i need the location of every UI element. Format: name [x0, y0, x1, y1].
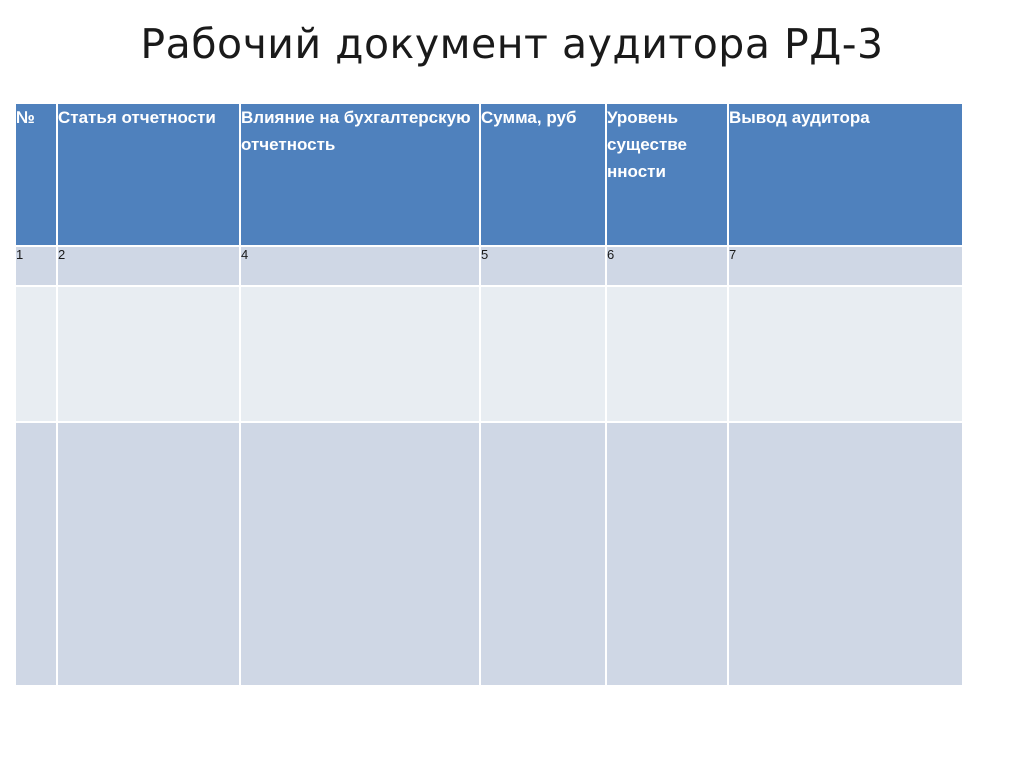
table-header-row — [15, 103, 963, 246]
table-cell[interactable] — [728, 286, 963, 422]
column-number-cell: 6 — [606, 246, 728, 286]
table-cell[interactable] — [606, 286, 728, 422]
audit-worksheet-table — [14, 102, 964, 687]
column-number-cell: 5 — [480, 246, 606, 286]
table-cell[interactable] — [480, 286, 606, 422]
table-cell[interactable] — [57, 286, 240, 422]
table-cell[interactable] — [240, 286, 480, 422]
slide-title: Рабочий документ аудитора РД-3 — [140, 20, 884, 68]
table-cell[interactable] — [606, 422, 728, 686]
header-impact: Влияние на бухгалтерскую отчетность — [240, 103, 480, 246]
table-cell[interactable] — [728, 422, 963, 686]
header-report-item: Статья отчетности — [57, 103, 240, 246]
header-number: № — [15, 103, 57, 246]
table-cell[interactable] — [15, 286, 57, 422]
table-cell[interactable] — [240, 422, 480, 686]
column-number-cell: 7 — [728, 246, 963, 286]
column-number-cell: 4 — [240, 246, 480, 286]
table-cell[interactable] — [480, 422, 606, 686]
header-auditor-conclusion: Вывод аудитора — [728, 103, 963, 246]
table-cell[interactable] — [57, 422, 240, 686]
table-row — [15, 286, 963, 422]
header-materiality-level: Уровень существе нности — [606, 103, 728, 246]
column-number-cell: 2 — [57, 246, 240, 286]
column-number-row — [15, 246, 963, 286]
table-cell[interactable] — [15, 422, 57, 686]
table-row — [15, 422, 963, 686]
column-number-cell: 1 — [15, 246, 57, 286]
header-amount: Сумма, руб — [480, 103, 606, 246]
